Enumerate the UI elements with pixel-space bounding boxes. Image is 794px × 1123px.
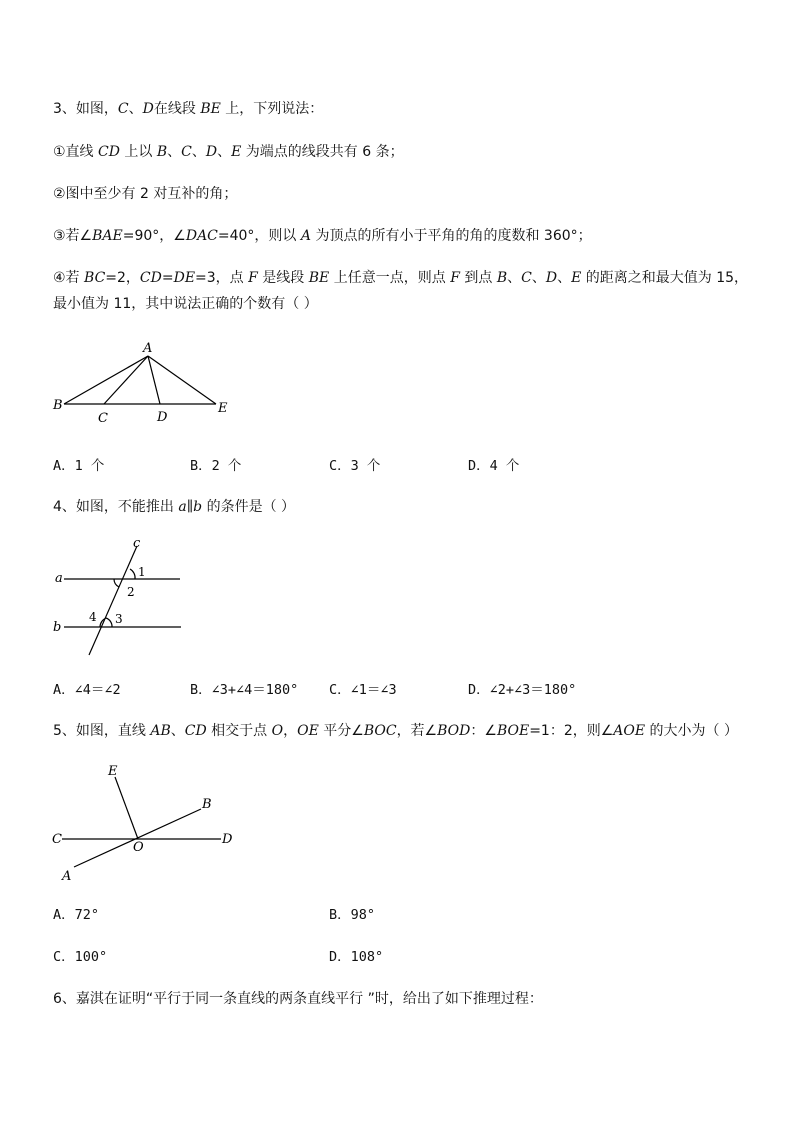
var: CD xyxy=(139,270,162,286)
q4-option-a[interactable]: A．∠4＝∠2 xyxy=(53,682,121,698)
var: DE xyxy=(173,270,196,286)
ray-OE xyxy=(115,777,138,839)
point-label-E: E xyxy=(218,401,228,416)
var: E xyxy=(231,144,242,160)
text: 、 xyxy=(507,270,522,286)
var: DAC xyxy=(185,228,218,244)
q3-option-c[interactable]: C．3 个 xyxy=(329,458,381,474)
var: F xyxy=(450,270,460,286)
angle-label-4: 4 xyxy=(89,610,97,624)
var: AB xyxy=(150,723,171,739)
point-label-B: B xyxy=(202,797,212,812)
text: 3、如图， xyxy=(53,101,118,117)
text: 为端点的线段共有 6 条； xyxy=(241,144,404,160)
line-label-a: a xyxy=(55,571,63,586)
q3-statement-4-cont: 最小值为 11，其中说法正确的个数有（ ） xyxy=(53,296,318,312)
text: 的距离之和最大值为 15， xyxy=(581,270,749,286)
text: 5、如图，直线 xyxy=(53,723,151,739)
text: = xyxy=(161,270,174,286)
var: B xyxy=(156,144,168,160)
var: BE xyxy=(200,101,221,117)
var: C xyxy=(521,270,532,286)
var: B xyxy=(496,270,508,286)
q5-option-a[interactable]: A．72° xyxy=(53,907,100,923)
point-label-A: A xyxy=(143,341,153,356)
var: BOD xyxy=(437,723,471,739)
text: 为顶点的所有小于平角的角的度数和 360°； xyxy=(311,228,592,244)
point-label-C: C xyxy=(52,832,62,847)
text: =40°，则以 xyxy=(217,228,301,244)
q5-option-d[interactable]: D．108° xyxy=(329,949,384,965)
line-label-b: b xyxy=(53,620,62,635)
text: =3，点 xyxy=(195,270,249,286)
text: 上以 xyxy=(119,144,157,160)
text: 是线段 xyxy=(257,270,309,286)
var: BOC xyxy=(363,723,397,739)
q4-option-b[interactable]: B．∠3+∠4＝180° xyxy=(190,682,299,698)
angle-label-1: 1 xyxy=(138,565,146,579)
text: 4、如图，不能推出 xyxy=(53,499,179,515)
var: D xyxy=(142,101,154,117)
angle-label-3: 3 xyxy=(115,612,123,626)
text: 、 xyxy=(531,270,546,286)
text: 到点 xyxy=(459,270,497,286)
var: CD xyxy=(184,723,207,739)
point-label-C: C xyxy=(98,411,108,426)
q3-option-b[interactable]: B．2 个 xyxy=(190,458,242,474)
point-label-D: D xyxy=(222,832,233,847)
q5-option-c[interactable]: C．100° xyxy=(53,949,108,965)
var: BOE xyxy=(496,723,530,739)
point-label-D: D xyxy=(157,410,168,425)
var: C xyxy=(117,101,129,117)
text: ①直线 xyxy=(53,144,99,160)
text: ， xyxy=(283,723,298,739)
var: BAE xyxy=(92,228,123,244)
var: A xyxy=(300,228,312,244)
text: 、 xyxy=(217,144,232,160)
text: 的大小为（ ） xyxy=(645,723,739,739)
q4-option-d[interactable]: D．∠2+∠3＝180° xyxy=(468,682,577,698)
var: D xyxy=(545,270,558,286)
q3-option-d[interactable]: D．4 个 xyxy=(468,458,520,474)
var: O xyxy=(271,723,284,739)
var: E xyxy=(571,270,582,286)
text: ：∠ xyxy=(470,723,497,739)
q5-option-b[interactable]: B．98° xyxy=(329,907,376,923)
angle-label-2: 2 xyxy=(127,585,135,599)
var: C xyxy=(181,144,192,160)
text: 上任意一点，则点 xyxy=(329,270,451,286)
point-label-O: O xyxy=(133,840,144,855)
var: F xyxy=(248,270,258,286)
point-label-E: E xyxy=(108,764,118,779)
text: 、 xyxy=(128,101,143,117)
var: a∥b xyxy=(178,499,203,515)
q3-option-a[interactable]: A．1 个 xyxy=(53,458,105,474)
line-label-c: c xyxy=(133,536,141,551)
var: AOE xyxy=(613,723,646,739)
text: 、 xyxy=(170,723,185,739)
text: 、 xyxy=(557,270,572,286)
var: BE xyxy=(308,270,330,286)
q4-option-c[interactable]: C．∠1＝∠3 xyxy=(329,682,397,698)
text: =2， xyxy=(105,270,140,286)
text: 、 xyxy=(191,144,206,160)
text: ，若∠ xyxy=(396,723,438,739)
q6-stem: 6、嘉淇在证明“平行于同一条直线的两条直线平行 ”时，给出了如下推理过程： xyxy=(53,991,543,1007)
point-label-A: A xyxy=(62,869,72,884)
text: =1：2，则∠ xyxy=(529,723,614,739)
text: 上，下列说法： xyxy=(220,101,324,117)
text: ③若∠ xyxy=(53,228,93,244)
text: 、 xyxy=(167,144,182,160)
var: BC xyxy=(84,270,106,286)
text: 平分∠ xyxy=(318,723,364,739)
point-label-B: B xyxy=(53,398,63,413)
text: ④若 xyxy=(53,270,85,286)
var: D xyxy=(205,144,218,160)
text: 相交于点 xyxy=(206,723,272,739)
text: 在线段 xyxy=(153,101,201,117)
q3-statement-2: ②图中至少有 2 对互补的角； xyxy=(53,186,238,202)
var: OE xyxy=(297,723,319,739)
text: 的条件是（ ） xyxy=(202,499,296,515)
var: CD xyxy=(98,144,120,160)
text: =90°，∠ xyxy=(122,228,186,244)
